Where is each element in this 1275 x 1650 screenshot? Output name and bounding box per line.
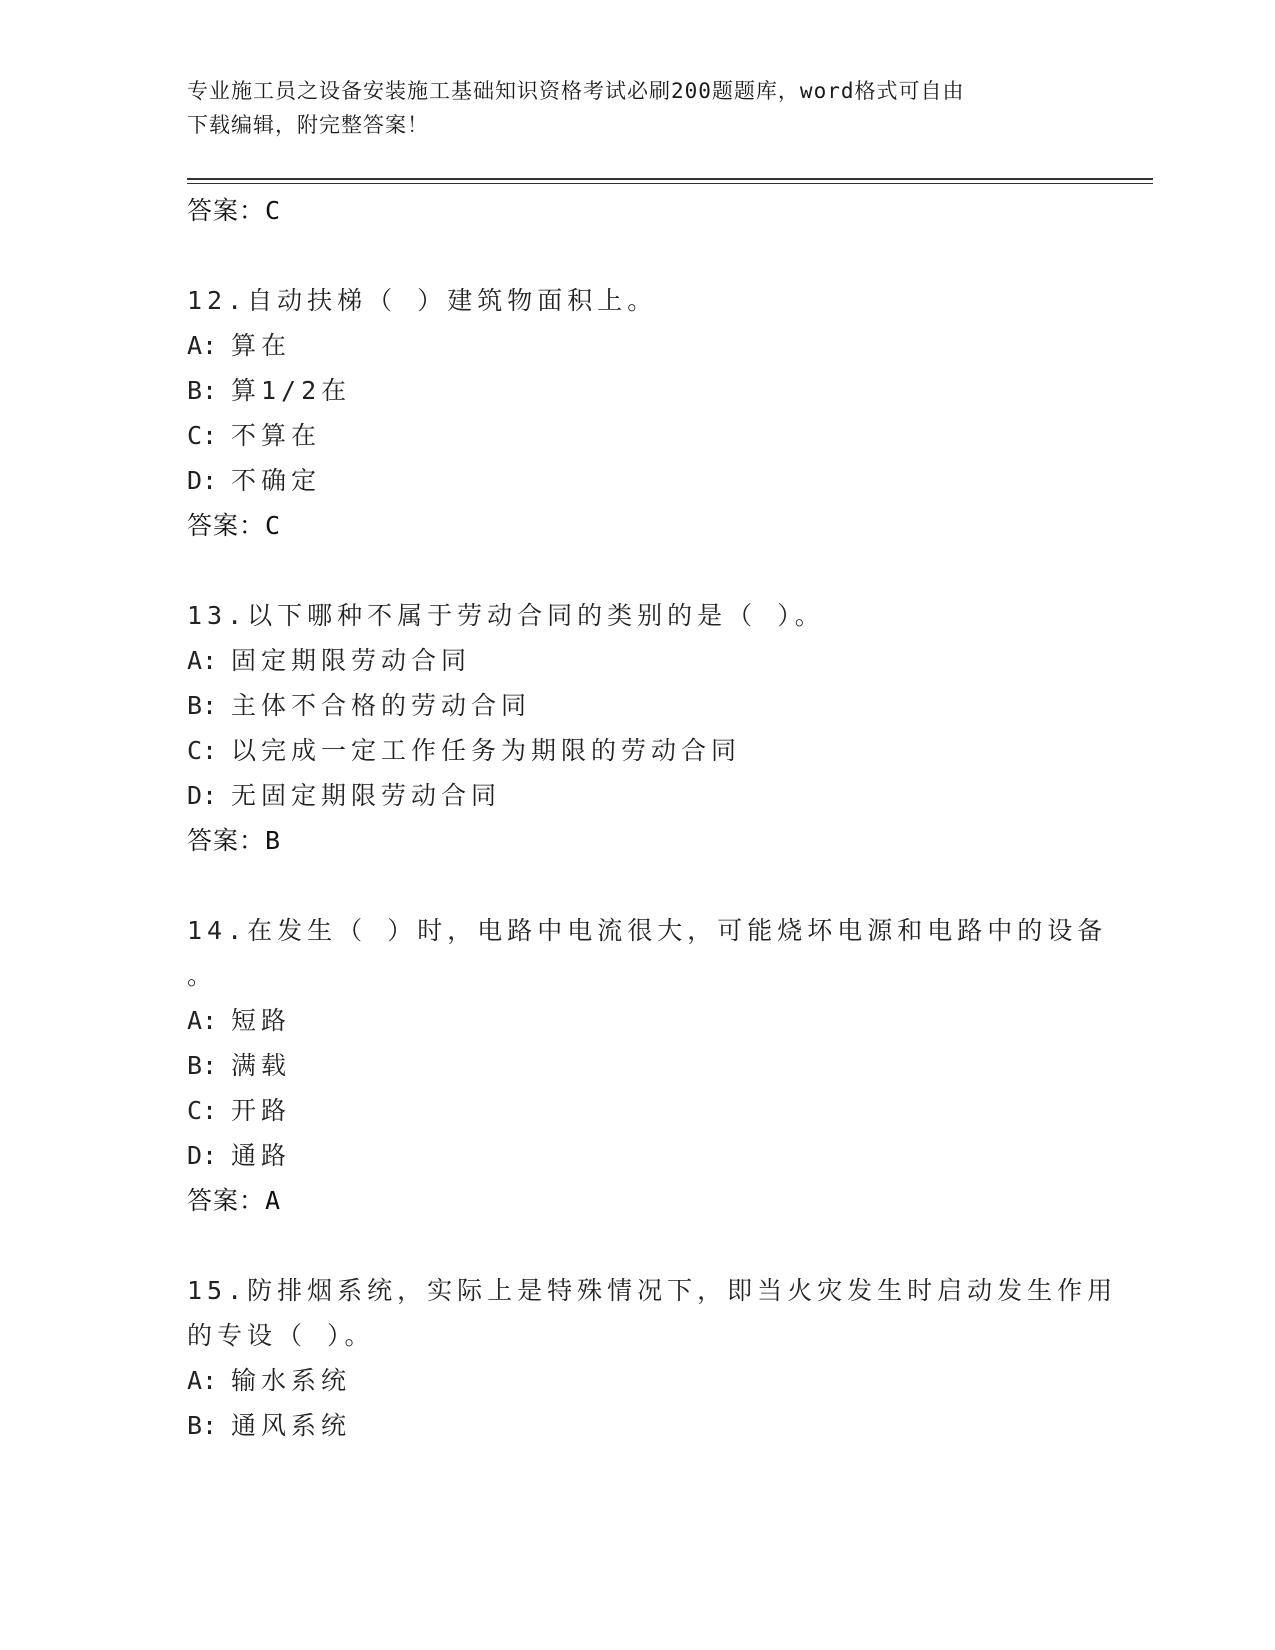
option-text: 主体不合格的劳动合同 <box>231 691 532 720</box>
question-text: 13.以下哪种不属于劳动合同的类别的是（ ）。 <box>187 601 825 630</box>
option-letter: B: <box>187 376 218 405</box>
option-b <box>187 683 1087 728</box>
option-text: 固定期限劳动合同 <box>231 646 472 675</box>
question-block <box>187 278 1087 548</box>
option-letter: C: <box>187 421 218 450</box>
question-text: 14.在发生（ ）时，电路中电流很大，可能烧坏电源和电路中的设备 <box>187 916 1108 945</box>
option-letter: A: <box>187 1006 218 1035</box>
option-text: 无固定期限劳动合同 <box>231 781 502 810</box>
option-b <box>187 1043 1087 1088</box>
option-a <box>187 1358 1087 1403</box>
header-line-2: 下载编辑，附完整答案！ <box>187 113 429 137</box>
option-text: 算在 <box>231 331 292 360</box>
option-text: 不确定 <box>231 466 322 495</box>
option-letter: C: <box>187 1096 218 1125</box>
question-text-continued: 。 <box>187 961 218 990</box>
option-b <box>187 1403 1087 1448</box>
spacer <box>187 863 1087 908</box>
question-text-continued: 的专设（ ）。 <box>187 1321 375 1350</box>
option-text: 以完成一定工作任务为期限的劳动合同 <box>231 736 742 765</box>
question-block <box>187 1268 1118 1448</box>
option-letter: B: <box>187 1051 218 1080</box>
spacer <box>187 548 1087 593</box>
option-d <box>187 458 1087 503</box>
spacer <box>187 233 1087 278</box>
option-letter: C: <box>187 736 218 765</box>
option-b <box>187 368 1087 413</box>
option-letter: B: <box>187 1411 218 1440</box>
option-letter: D: <box>187 466 218 495</box>
option-text: 通风系统 <box>231 1411 352 1440</box>
option-text: 通路 <box>231 1141 292 1170</box>
option-d <box>187 773 1087 818</box>
option-text: 短路 <box>231 1006 292 1035</box>
option-a <box>187 998 1087 1043</box>
spacer <box>187 1223 1087 1268</box>
option-text: 开路 <box>231 1096 292 1125</box>
header-line-1: 专业施工员之设备安装施工基础知识资格考试必刷200题题库，word格式可自由 <box>187 79 965 103</box>
option-text: 满载 <box>231 1051 292 1080</box>
option-letter: D: <box>187 1141 218 1170</box>
header-rule-thick <box>187 178 1153 180</box>
option-text: 输水系统 <box>231 1366 352 1395</box>
question-list <box>187 188 1118 1448</box>
option-letter: A: <box>187 331 218 360</box>
question-block <box>187 908 1108 1223</box>
option-c <box>187 1088 1087 1133</box>
option-c <box>187 413 1087 458</box>
option-letter: A: <box>187 646 218 675</box>
answer-line: 答案：C <box>187 511 282 540</box>
option-text: 不算在 <box>231 421 322 450</box>
answer-line: 答案：B <box>187 826 282 855</box>
option-c <box>187 728 1087 773</box>
question-text: 15.防排烟系统，实际上是特殊情况下，即当火灾发生时启动发生作用 <box>187 1276 1118 1305</box>
option-text: 算1/2在 <box>231 376 352 405</box>
option-letter: D: <box>187 781 218 810</box>
document-header <box>187 74 1067 142</box>
option-letter: B: <box>187 691 218 720</box>
header-rule-thin <box>187 183 1153 184</box>
option-d <box>187 1133 1087 1178</box>
option-a <box>187 323 1087 368</box>
answer-line: 答案：C <box>187 196 282 225</box>
answer-line: 答案：A <box>187 1186 282 1215</box>
option-a <box>187 638 1087 683</box>
question-text: 12.自动扶梯（ ）建筑物面积上。 <box>187 286 658 315</box>
option-letter: A: <box>187 1366 218 1395</box>
question-block <box>187 593 1087 863</box>
